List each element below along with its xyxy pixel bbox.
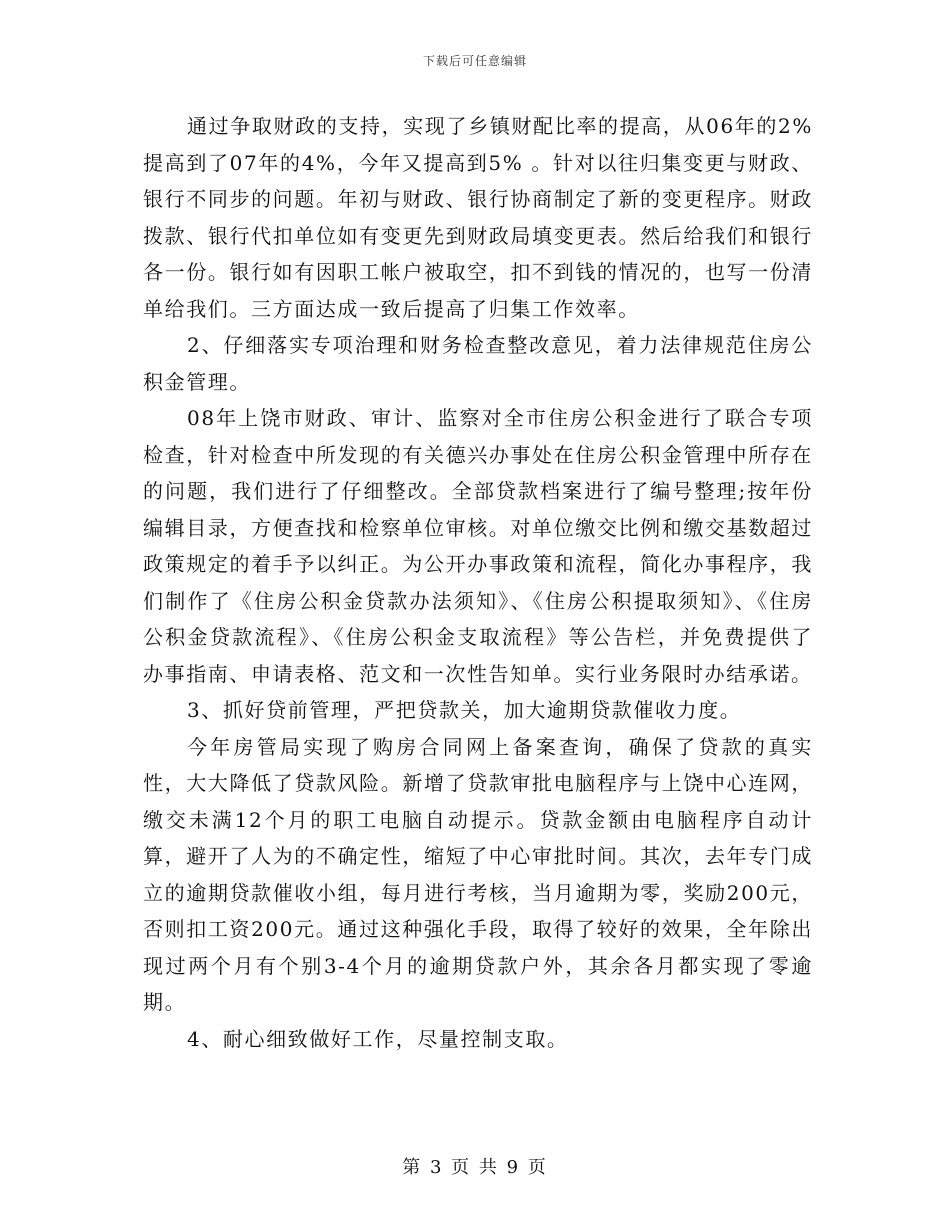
paragraph: 今年房管局实现了购房合同网上备案查询，确保了贷款的真实性，大大降低了贷款风险。新增了贷款审批电脑程序与上饶中心连网，缴交未满12个月的职工电脑自动提示。贷款金额由电脑程序自动计算，避开了人为的不确定性，缩短了中心审批时间。其次，去年专门成立的逾期贷款催收小组，每月进行考核，当月逾期为零，奖励200元，否则扣工资200元。通过这种强化手段，取得了较好的效果，全年除出现过两个月有个别3-4个月的逾期贷款户外，其余各月都实现了零逾期。 bbox=[143, 734, 813, 1014]
paragraph: 通过争取财政的支持，实现了乡镇财配比率的提高，从06年的2%提高到了07年的4%，今年又提高到5% 。针对以往归集变更与财政、银行不同步的问题。年初与财政、银行协商制定了新的变更程序。财政拨款、银行代扣单位如有变更先到财政局填变更表。然后给我们和银行各一份。银行如有因职工帐户被取空，扣不到钱的情况的，也写一份清单给我们。三方面达成一致后提高了归集工作效率。 bbox=[143, 114, 813, 321]
section-heading: 2、仔细落实专项治理和财务检查整改意见，着力法律规范住房公积金管理。 bbox=[143, 333, 813, 394]
section-heading: 3、抓好贷前管理，严把贷款关，加大逾期贷款催收力度。 bbox=[187, 698, 742, 722]
document-body bbox=[143, 108, 813, 1057]
page-header: 下载后可任意编辑 bbox=[422, 54, 527, 68]
section-heading: 4、耐心细致做好工作，尽量控制支取。 bbox=[187, 1026, 569, 1051]
paragraph: 08年上饶市财政、审计、监察对全市住房公积金进行了联合专项检查，针对检查中所发现的有关德兴办事处在住房公积金管理中所存在的问题，我们进行了仔细整改。全部贷款档案进行了编号整理;按年份编辑目录，方便查找和检察单位审核。对单位缴交比例和缴交基数超过政策规定的着手予以纠正。为公开办事政策和流程，简化办事程序，我们制作了《住房公积金贷款办法须知》、《住房公积提取须知》、《住房公积金贷款流程》、《住房公积金支取流程》等公告栏，并免费提供了办事指南、申请表格、范文和一次性告知单。实行业务限时办结承诺。 bbox=[143, 406, 813, 686]
page-number-footer: 第 3 页 共 9 页 bbox=[402, 1157, 548, 1178]
